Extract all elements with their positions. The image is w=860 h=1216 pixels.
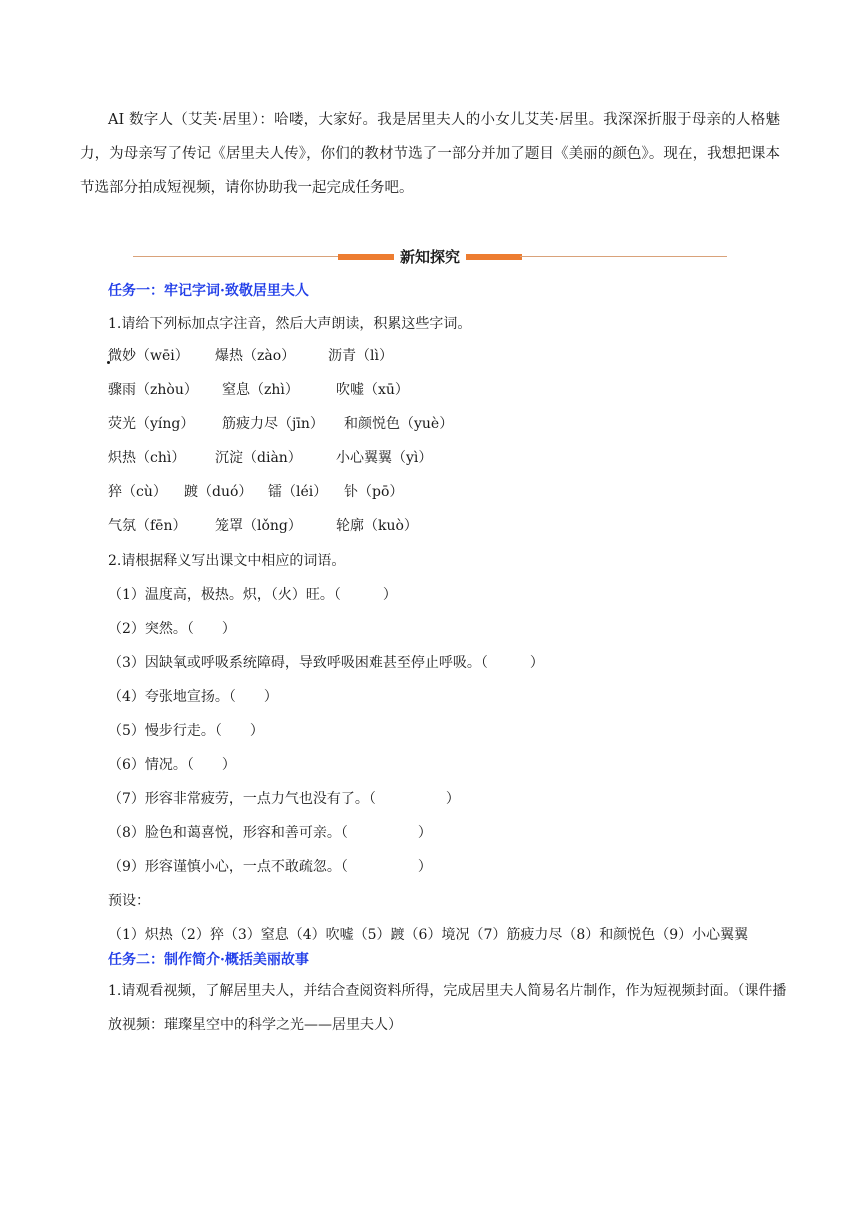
vocab-item: 炽热（chì）	[108, 450, 186, 466]
vocab-item: 筋疲力尽（jīn）	[222, 416, 324, 432]
vocab-item: 钋（pō）	[344, 484, 404, 500]
vocab-item: 沥青（lì）	[328, 348, 393, 364]
vocab-item: 沉淀（diàn）	[215, 450, 302, 466]
vocab-item: 爆热（zào）	[215, 348, 296, 364]
definition-item: （3）因缺氧或呼吸系统障碍，导致呼吸困难甚至停止呼吸。（ ）	[108, 655, 544, 671]
definition-item: （1）温度高，极热。炽，（火）旺。（ ）	[108, 587, 397, 603]
vocab-item: 猝（cù）	[108, 484, 167, 500]
task1-question-1: 1.请给下列标加点字注音，然后大声朗读，积累这些字词。	[108, 316, 472, 332]
task2-heading: 任务二：制作简介·概括美丽故事	[108, 952, 309, 968]
intro-paragraph: AI 数字人（艾芙·居里）：哈喽，大家好。我是居里夫人的小女儿艾芙·居里。我深深折服于母亲的人格魅力，为母亲写了传记《居里夫人传》，你们的教材节选了一部分并加了题目《美丽的颜色》。现在，我想把课本节选部分拍成短视频，请你协助我一起完成任务吧。	[80, 112, 780, 196]
section-title: 新知探究	[399, 248, 460, 266]
vocab-item: 镭（léi）	[268, 484, 328, 500]
vocab-item: 吹嘘（xū）	[336, 382, 409, 398]
definition-item: （9）形容谨慎小心，一点不敢疏忽。（ ）	[108, 859, 432, 875]
definition-item: （4）夸张地宣扬。（ ）	[108, 689, 278, 705]
definition-item: （7）形容非常疲劳，一点力气也没有了。（ ）	[108, 791, 460, 807]
vocab-text: 微妙（wēi）	[108, 348, 189, 364]
task2-question-1: 1.请观看视频，了解居里夫人，并结合查阅资料所得，完成居里夫人简易名片制作，作为短视频封面。（课件播放视频：璀璨星空中的科学之光——居里夫人）	[108, 983, 787, 1033]
vocab-item: 小心翼翼（yì）	[336, 450, 433, 466]
vocab-item: 骤雨（zhòu）	[108, 382, 198, 398]
definition-item: （2）突然。（ ）	[108, 621, 236, 637]
task1-heading: 任务一：牢记字词·致敬居里夫人	[108, 283, 309, 299]
vocab-item	[108, 346, 189, 366]
preset-answer: （1）炽热（2）猝（3）窒息（4）吹嘘（5）踱（6）境况（7）筋疲力尽（8）和颜悦色（9）小心翼翼	[108, 927, 749, 943]
vocab-item: 气氛（fēn）	[108, 518, 187, 534]
task1-question-2: 2.请根据释义写出课文中相应的词语。	[108, 553, 346, 569]
preset-label: 预设：	[108, 893, 150, 909]
vocab-item: 和颜悦色（yuè）	[344, 416, 454, 432]
section-divider-left	[133, 256, 340, 257]
definition-item: （6）情况。（ ）	[108, 757, 236, 773]
vocab-item: 笼罩（lǒng）	[215, 518, 302, 534]
section-bar-left	[338, 254, 394, 260]
definition-item: （8）脸色和蔼喜悦，形容和善可亲。（ ）	[108, 825, 432, 841]
vocab-item: 荧光（yíng）	[108, 416, 195, 432]
section-bar-right	[466, 254, 522, 260]
vocab-item: 窒息（zhì）	[222, 382, 299, 398]
section-divider-right	[520, 256, 727, 257]
vocab-item: 踱（duó）	[184, 484, 253, 500]
definition-item: （5）慢步行走。（ ）	[108, 723, 264, 739]
vocab-item: 轮廓（kuò）	[336, 518, 418, 534]
